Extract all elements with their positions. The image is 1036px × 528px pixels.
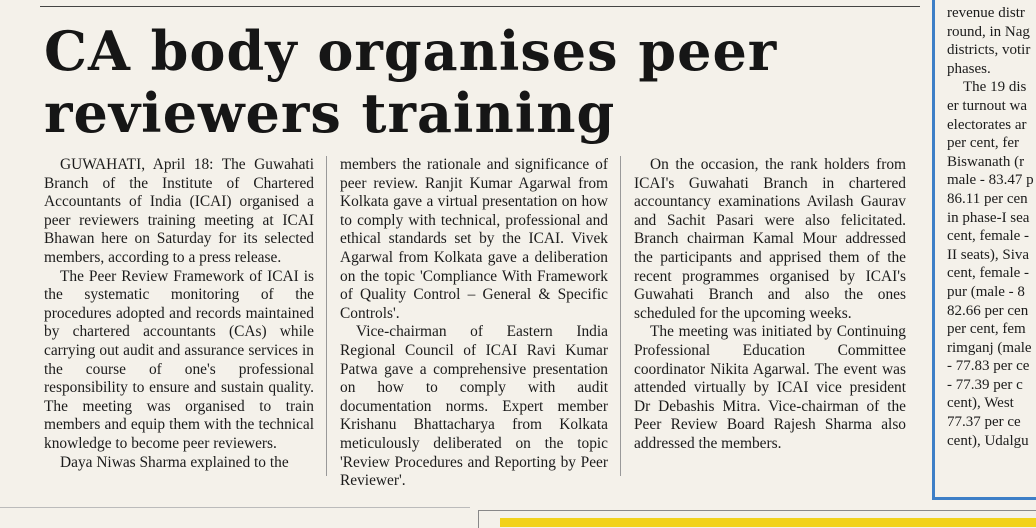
- paragraph: The Peer Review Framework of ICAI is the systematic monitoring of the procedures adopted and records maintained by chartered accountants (CAs) while carrying out audit and assurance services in the course of one's professional responsibility to ensure and sustain quality. The meeting was organised to train members and equip them with the technical knowledge to become peer reviewers.: [44, 267, 314, 452]
- side-line: - 77.39 per c: [947, 376, 1023, 393]
- side-line: per cent, fer: [947, 135, 1020, 152]
- side-line: in phase-I sea: [947, 209, 1030, 226]
- side-line: 77.37 per ce: [947, 414, 1021, 431]
- paragraph: The meeting was initiated by Continuing Professional Education Committee coordinator Nikita Agarwal. The event was attended virtually by ICAI vice president Dr Debashis Mitra. Vice-chairman of the Peer Review Board Rajesh Sharma also addressed the members.: [634, 323, 906, 452]
- side-line: cent), Udalgu: [947, 432, 1029, 449]
- paragraph: Daya Niwas Sharma explained to the: [60, 453, 289, 471]
- article-column-3: [634, 156, 906, 454]
- side-line: er turnout wa: [947, 97, 1027, 114]
- side-line: per cent, fem: [947, 321, 1026, 338]
- article-column-2: [340, 156, 608, 491]
- side-line: revenue distr: [947, 5, 1025, 21]
- headline: [44, 20, 914, 144]
- next-story-banner: [500, 518, 1036, 527]
- headline-line-2: reviewers training: [44, 81, 616, 145]
- side-line: electorates ar: [947, 116, 1027, 133]
- side-line: rimganj (male: [947, 339, 1032, 356]
- side-line: round, in Nag: [947, 23, 1030, 40]
- paragraph: Vice-chairman of Eastern India Regional Council of ICAI Ravi Kumar Patwa gave a comprehensive presentation on how to comply with audit documentation norms. Expert member Krishanu Bhattacharya from Kolkata meticulously deliberated on the topic 'Review Procedures and Reporting by Peer Reviewer'.: [340, 323, 608, 490]
- paragraph: GUWAHATI, April 18: The Guwahati Branch of the Institute of Chartered Accountants of India (ICAI) organised a peer reviewers training meeting at ICAI Bhawan here on Saturday for its selected members, according to a press release.: [44, 156, 314, 266]
- side-line: cent), West: [947, 395, 1014, 412]
- paragraph: On the occasion, the rank holders from ICAI's Guwahati Branch in chartered accountancy examinations Avilash Gaurav and Sachit Pasari were also felicitated. Branch chairman Kamal Mour addressed the participants and apprised them of the recent programmes organised by ICAI's Guwahati Branch and also the ones scheduled for the upcoming weeks.: [634, 156, 906, 322]
- column-divider: [326, 156, 327, 476]
- side-line: cent, female -: [947, 228, 1030, 245]
- side-line: districts, votir: [947, 42, 1031, 59]
- side-story-box: [932, 0, 1036, 500]
- side-story-text: [947, 4, 1036, 450]
- side-line: 86.11 per cen: [947, 190, 1028, 207]
- side-line: The 19 dis: [963, 79, 1027, 96]
- column-divider: [620, 156, 621, 476]
- side-line: phases.: [947, 60, 991, 77]
- side-line: pur (male - 8: [947, 283, 1025, 300]
- side-line: - 77.83 per ce: [947, 358, 1030, 375]
- top-rule: [40, 6, 920, 7]
- side-line: cent, female -: [947, 265, 1030, 282]
- article-column-1: [44, 156, 314, 472]
- side-line: 82.66 per cen: [947, 302, 1029, 319]
- bottom-rule: [0, 507, 470, 508]
- headline-line-1: CA body organises peer: [44, 19, 778, 83]
- paragraph: members the rationale and significance of peer review. Ranjit Kumar Agarwal from Kolkata gave a virtual presentation on how to comply with technical, professional and ethical standards set by the ICAI. Vivek Agarwal from Kolkata gave a deliberation on the topic 'Compliance With Framework of Quality Control – General & Specific Controls'.: [340, 156, 608, 322]
- side-line: male - 83.47 p: [947, 172, 1034, 189]
- side-line: II seats), Siva: [947, 246, 1030, 263]
- side-line: Biswanath (r: [947, 153, 1025, 170]
